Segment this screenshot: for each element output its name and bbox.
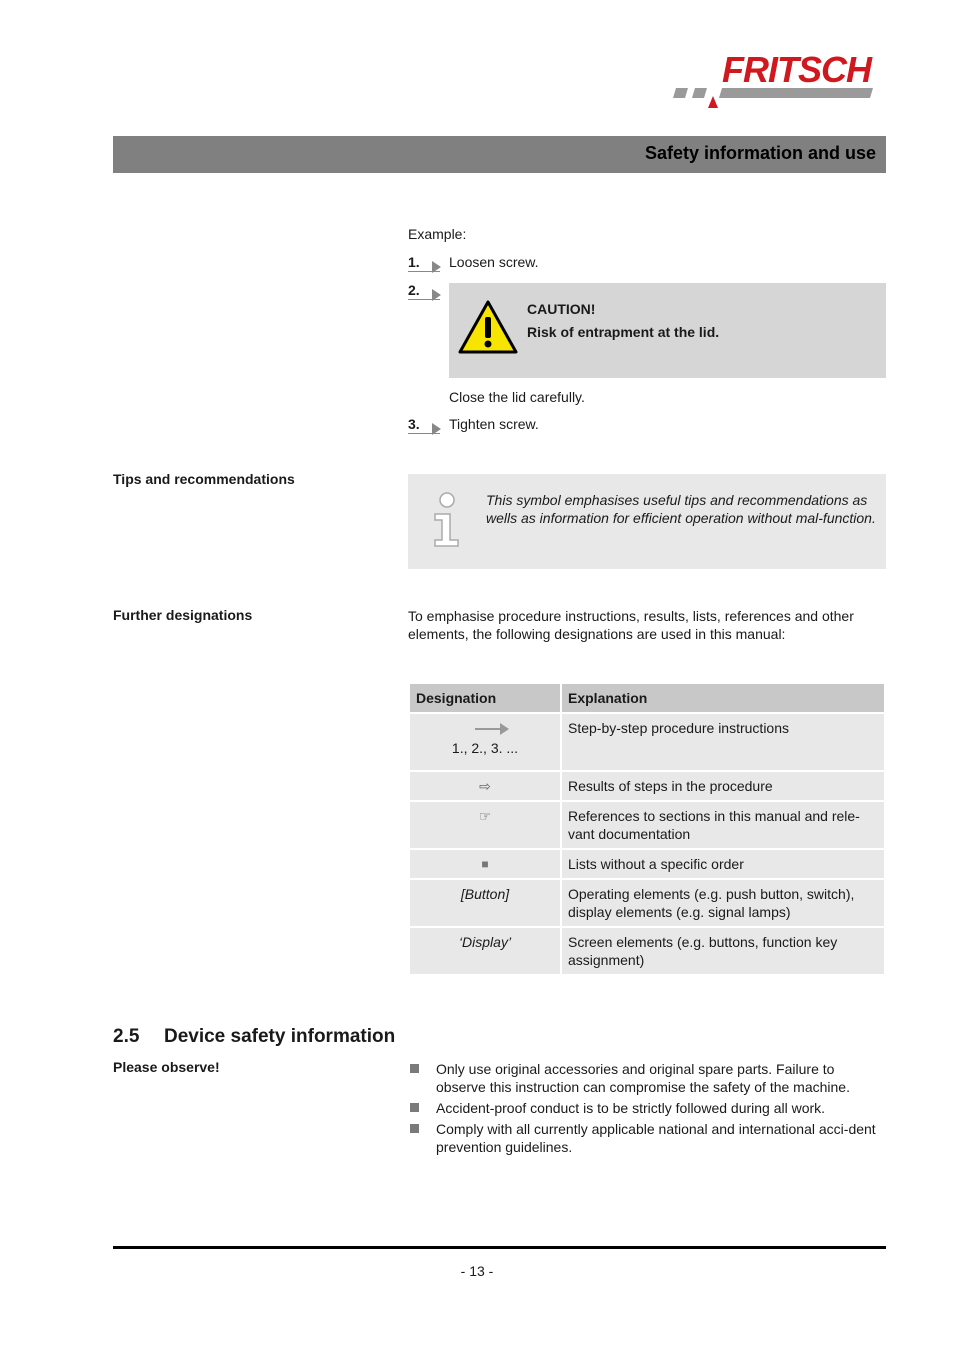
designations-table <box>408 682 886 976</box>
list-square-icon: ■ <box>410 850 560 878</box>
step-number: 2. <box>408 281 440 300</box>
section-title: Device safety information <box>163 1026 396 1047</box>
table-row <box>410 802 884 848</box>
bullet-item: Only use original accessories and original spare parts. Failure to observe this instruction can compromise the safety of the machine. <box>436 1061 850 1095</box>
bullet-square-icon <box>410 1124 419 1133</box>
footer-divider <box>113 1246 886 1249</box>
page-title: Safety information and use <box>644 143 876 163</box>
table-row <box>410 880 884 926</box>
table-cell-symbol <box>410 714 560 770</box>
tips-heading: Tips and recommendations <box>113 471 295 487</box>
step-text: Tighten screw. <box>449 416 539 432</box>
result-arrow-icon: ⇨ <box>410 772 560 800</box>
table-cell-explanation: Lists without a specific order <box>562 850 884 878</box>
step-arrow-icon <box>432 261 441 273</box>
further-intro: To emphasise procedure instructions, results, lists, references and other elements, the following designations are used in this manual: <box>408 608 854 642</box>
info-icon <box>430 492 464 548</box>
bullet-item: Accident-proof conduct is to be strictly followed during all work. <box>436 1100 826 1116</box>
logo-text: FRITSCH <box>722 49 871 90</box>
table-header-row <box>410 684 884 712</box>
step-1 <box>408 253 440 272</box>
table-row <box>410 714 884 770</box>
table-cell-symbol: ‘Display’ <box>410 928 560 974</box>
please-observe-heading: Please observe! <box>113 1059 220 1075</box>
step-number: 3. <box>408 415 440 434</box>
section-heading <box>113 1026 395 1048</box>
table-header: Designation <box>410 684 560 712</box>
table-header: Explanation <box>562 684 884 712</box>
table-cell-explanation: Screen elements (e.g. buttons, function key assignment) <box>562 928 884 974</box>
table-cell-explanation: Results of steps in the procedure <box>562 772 884 800</box>
step-2 <box>408 281 440 300</box>
section-number: 2.5 <box>113 1026 140 1047</box>
table-row <box>410 772 884 800</box>
table-cell-explanation: Operating elements (e.g. push button, switch), display elements (e.g. signal lamps) <box>562 880 884 926</box>
tips-text: This symbol emphasises useful tips and recommendations as wells as information for efficient operation without mal-function. <box>486 492 876 526</box>
table-row <box>410 850 884 878</box>
caution-title: CAUTION! <box>527 301 596 317</box>
step-arrow-icon <box>432 423 441 435</box>
step-number: 1. <box>408 253 440 272</box>
step-line-icon <box>475 728 501 730</box>
table-cell-explanation: Step-by-step procedure instructions <box>562 714 884 770</box>
bullet-square-icon <box>410 1064 419 1073</box>
step-symbol-text: 1., 2., 3. ... <box>451 740 519 756</box>
page-number: - 13 - <box>460 1263 494 1279</box>
caution-text: Risk of entrapment at the lid. <box>527 324 720 340</box>
table-row <box>410 928 884 974</box>
table-cell-explanation: References to sections in this manual and rele-vant documentation <box>562 802 884 848</box>
bullet-square-icon <box>410 1103 419 1112</box>
step-arrow-icon <box>500 723 509 735</box>
further-heading: Further designations <box>113 607 253 623</box>
caution-box <box>449 283 886 378</box>
step-arrow-icon <box>432 289 441 301</box>
example-label: Example: <box>408 226 467 242</box>
table-cell-symbol: [Button] <box>410 880 560 926</box>
header-bar <box>113 136 886 173</box>
warning-triangle-icon <box>457 299 519 355</box>
reference-hand-icon: ☞ <box>410 802 560 848</box>
after-caution-text: Close the lid carefully. <box>449 389 585 405</box>
step-3 <box>408 415 440 434</box>
step-text: Loosen screw. <box>449 254 539 270</box>
bullet-item: Comply with all currently applicable national and international acci-dent prevention guidelines. <box>436 1121 876 1155</box>
